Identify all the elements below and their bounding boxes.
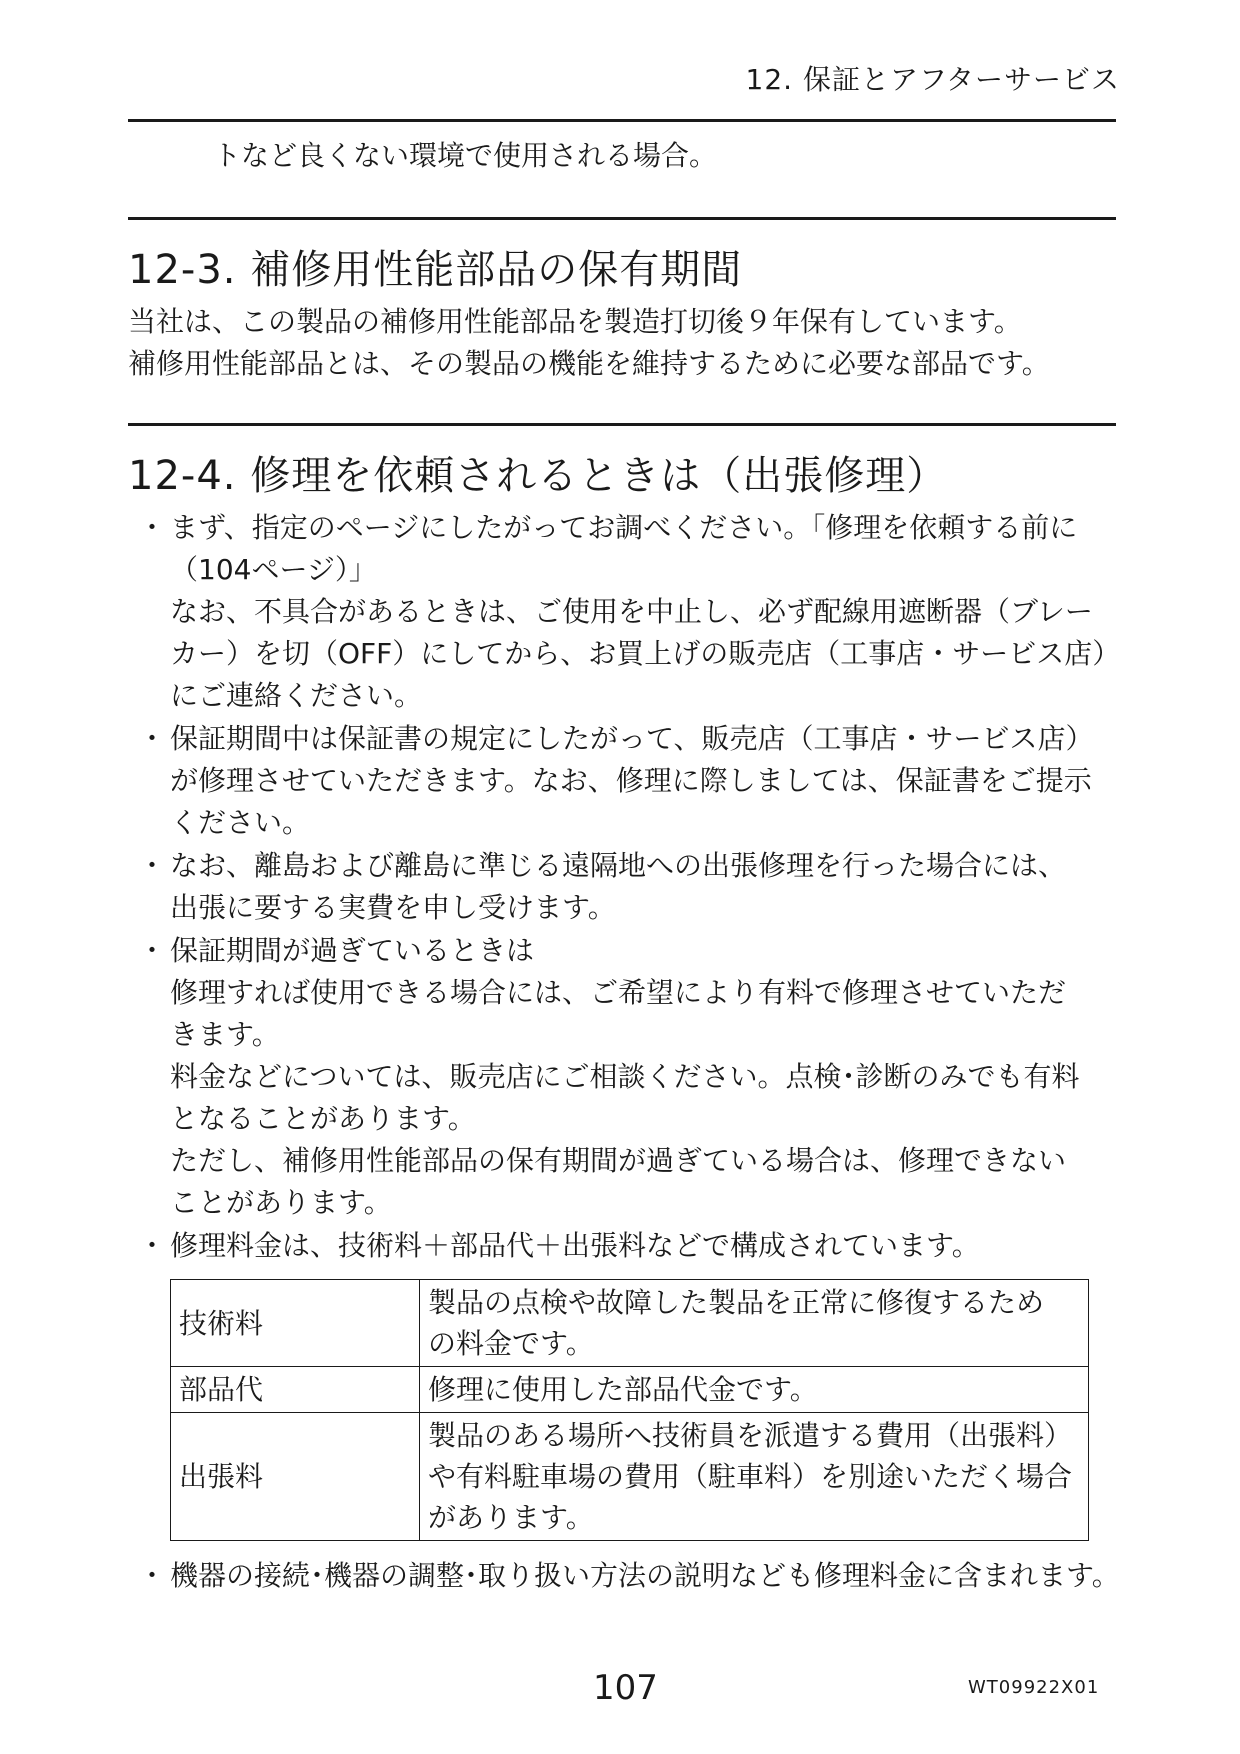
fee-term-cell: 出張料 [171,1413,420,1541]
bullet-line: 保証期間が過ぎているときは [170,934,535,967]
bullet-marker: ・ [138,849,167,882]
fee-description-line: 製品の点検や故障した製品を正常に修復するため [428,1286,1045,1319]
bullet-line: 料金などについては、販売店にご相談ください。点検･診断のみでも有料 [170,1060,1080,1093]
table-row [171,1367,1089,1413]
section-rule [128,217,1116,220]
page-number: 107 [593,1668,658,1708]
section-rule [128,423,1116,426]
bullet-line: 機器の接続･機器の調整･取り扱い方法の説明なども修理料金に含まれます。 [170,1559,1120,1592]
bullet-item [128,930,1116,1224]
bullet-marker: ・ [138,1559,167,1592]
repair-bullet-list [128,507,1121,1597]
fee-description-line: 製品のある場所へ技術員を派遣する費用（出張料） [428,1419,1073,1452]
paragraph-line: 当社は、この製品の補修用性能部品を製造打切後９年保有しています。 [128,305,1022,338]
table-row [171,1413,1089,1541]
bullet-line: カー）を切（OFF）にしてから、お買上げの販売店（工事店・サービス店） [170,637,1121,670]
fee-description-line: 修理に使用した部品代金です。 [428,1373,818,1406]
bullet-line: まず、指定のページにしたがってお調べください。「修理を依頼する前に [170,511,1078,544]
bullet-line: 修理すれば使用できる場合には、ご希望により有料で修理させていただ [170,976,1067,1009]
fee-description-cell [420,1367,1089,1413]
fee-description-cell [420,1280,1089,1367]
fee-description-line: や有料駐車場の費用（駐車料）を別途いただく場合 [428,1460,1073,1493]
bullet-item [128,507,1121,717]
bullet-line: 修理料金は、技術料＋部品代＋出張料などで構成されています。 [170,1229,980,1262]
running-header: 12. 保証とアフターサービス [745,63,1120,96]
bullet-line: きます。 [170,1018,280,1051]
bullet-line: なお、不具合があるときは、ご使用を中止し、必ず配線用遮断器（ブレー [170,595,1093,628]
table-row [171,1280,1089,1367]
fee-term-cell: 技術料 [171,1280,420,1367]
section-title-12-4: 12-4. 修理を依頼されるときは（出張修理） [128,453,948,499]
bullet-line: 保証期間中は保証書の規定にしたがって、販売店（工事店・サービス店） [170,722,1094,755]
bullet-marker: ・ [138,1229,167,1262]
fee-description-line: があります。 [428,1501,594,1534]
bullet-marker: ・ [138,722,167,755]
bullet-line: ください。 [170,806,311,839]
section-title-12-3: 12-3. 補修用性能部品の保有期間 [128,247,743,293]
bullet-line: ただし、補修用性能部品の保有期間が過ぎている場合は、修理できない [170,1144,1067,1177]
bullet-item [128,718,1116,844]
bullet-marker: ・ [138,511,167,544]
fee-description-cell [420,1413,1089,1541]
continuation-text: トなど良くない環境で使用される場合。 [213,139,718,172]
fee-description-line: の料金です。 [428,1327,594,1360]
section-12-3-body [128,301,1050,385]
fee-term-cell: 部品代 [171,1367,420,1413]
bullet-line: にご連絡ください。 [170,679,423,712]
paragraph-line: 補修用性能部品とは、その製品の機能を維持するために必要な部品です。 [128,347,1050,380]
bullet-marker: ・ [138,934,167,967]
bullet-line: となることがあります。 [170,1102,476,1135]
bullet-line: 出張に要する実費を申し受けます。 [170,891,616,924]
bullet-line: が修理させていただきます。なお、修理に際しましては、保証書をご提示 [170,764,1092,797]
document-code: WT09922X01 [968,1677,1100,1698]
bullet-item [128,1225,1116,1267]
bullet-item [128,845,1116,929]
bullet-line: （104ページ）」 [170,553,377,586]
bullet-item [128,1555,1120,1597]
bullet-line: なお、離島および離島に準じる遠隔地への出張修理を行った場合には、 [170,849,1067,882]
repair-fee-table [170,1279,1089,1541]
bullet-line: ことがあります。 [170,1186,392,1219]
header-rule [128,119,1116,122]
